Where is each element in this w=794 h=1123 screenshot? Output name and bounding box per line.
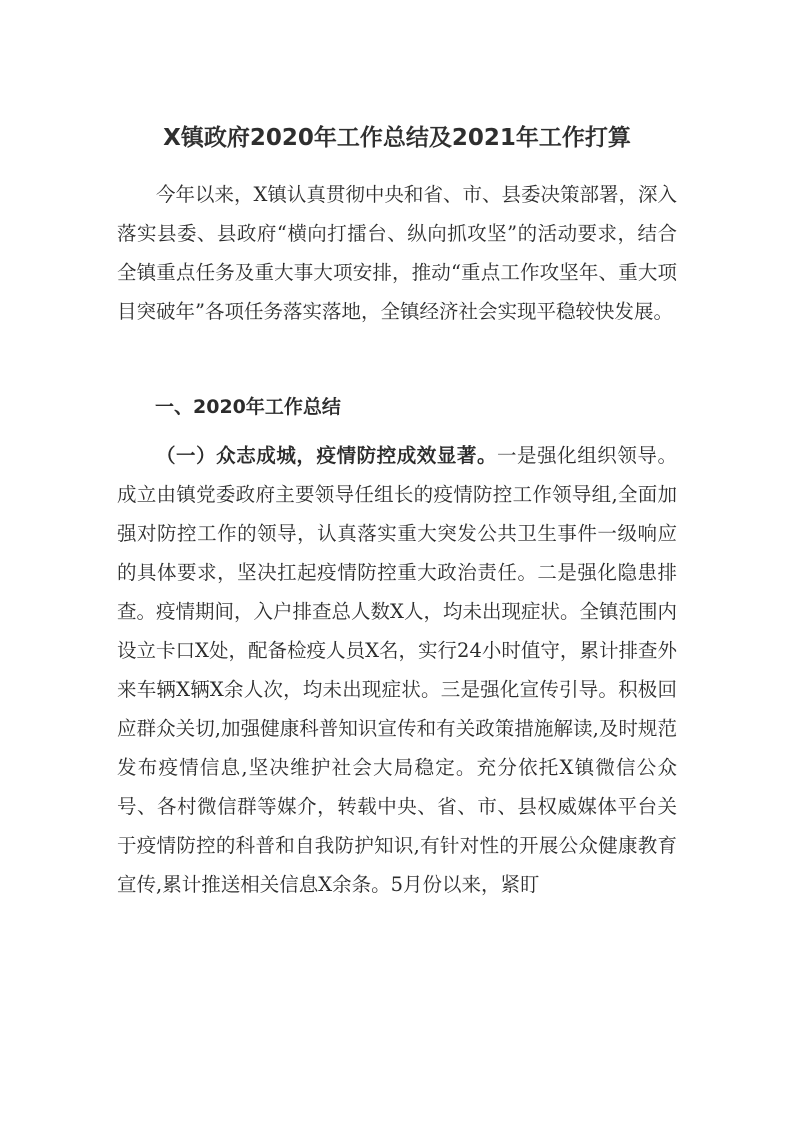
subsection-text: 一是强化组织领导。成立由镇党委政府主要领导任组长的疫情防控工作领导组,全面加强对防控工作的领导，认真落实重大突发公共卫生事件一级响应的具体要求，坚决扛起疫情防控重大政治责任。二是强化隐患排查。疫情期间，入户排查总人数X人，均未出现症状。全镇范围内设立卡口X处，配备检疫人员X名，实行24小时值守，累计排查外来车辆X辆X余人次，均未出现症状。三是强化宣传引导。积极回应群众关切,加强健康科普知识宣传和有关政策措施解读,及时规范发布疫情信息,坚决维护社会大局稳定。充分依托X镇微信公众号、各村微信群等媒介，转载中央、省、市、县权威媒体平台关于疫情防控的科普和自我防护知识,有针对性的开展公众健康教育宣传,累计推送相关信息X余条。5月份以来，紧盯 bbox=[117, 444, 677, 896]
subsection-lead: （一）众志成城，疫情防控成效显著。 bbox=[156, 444, 497, 467]
section-heading: 一、2020年工作总结 bbox=[155, 396, 341, 418]
subsection-paragraph bbox=[117, 436, 677, 904]
intro-paragraph: 今年以来，X镇认真贯彻中央和省、市、县委决策部署，深入落实县委、县政府“横向打擂台、纵向抓攻坚”的活动要求，结合全镇重点任务及重大事大项安排，推动“重点工作攻坚年、重大项目突破年”各项任务落实落地，全镇经济社会实现平稳较快发展。 bbox=[117, 183, 677, 323]
document-title: X镇政府2020年工作总结及2021年工作打算 bbox=[163, 125, 631, 151]
